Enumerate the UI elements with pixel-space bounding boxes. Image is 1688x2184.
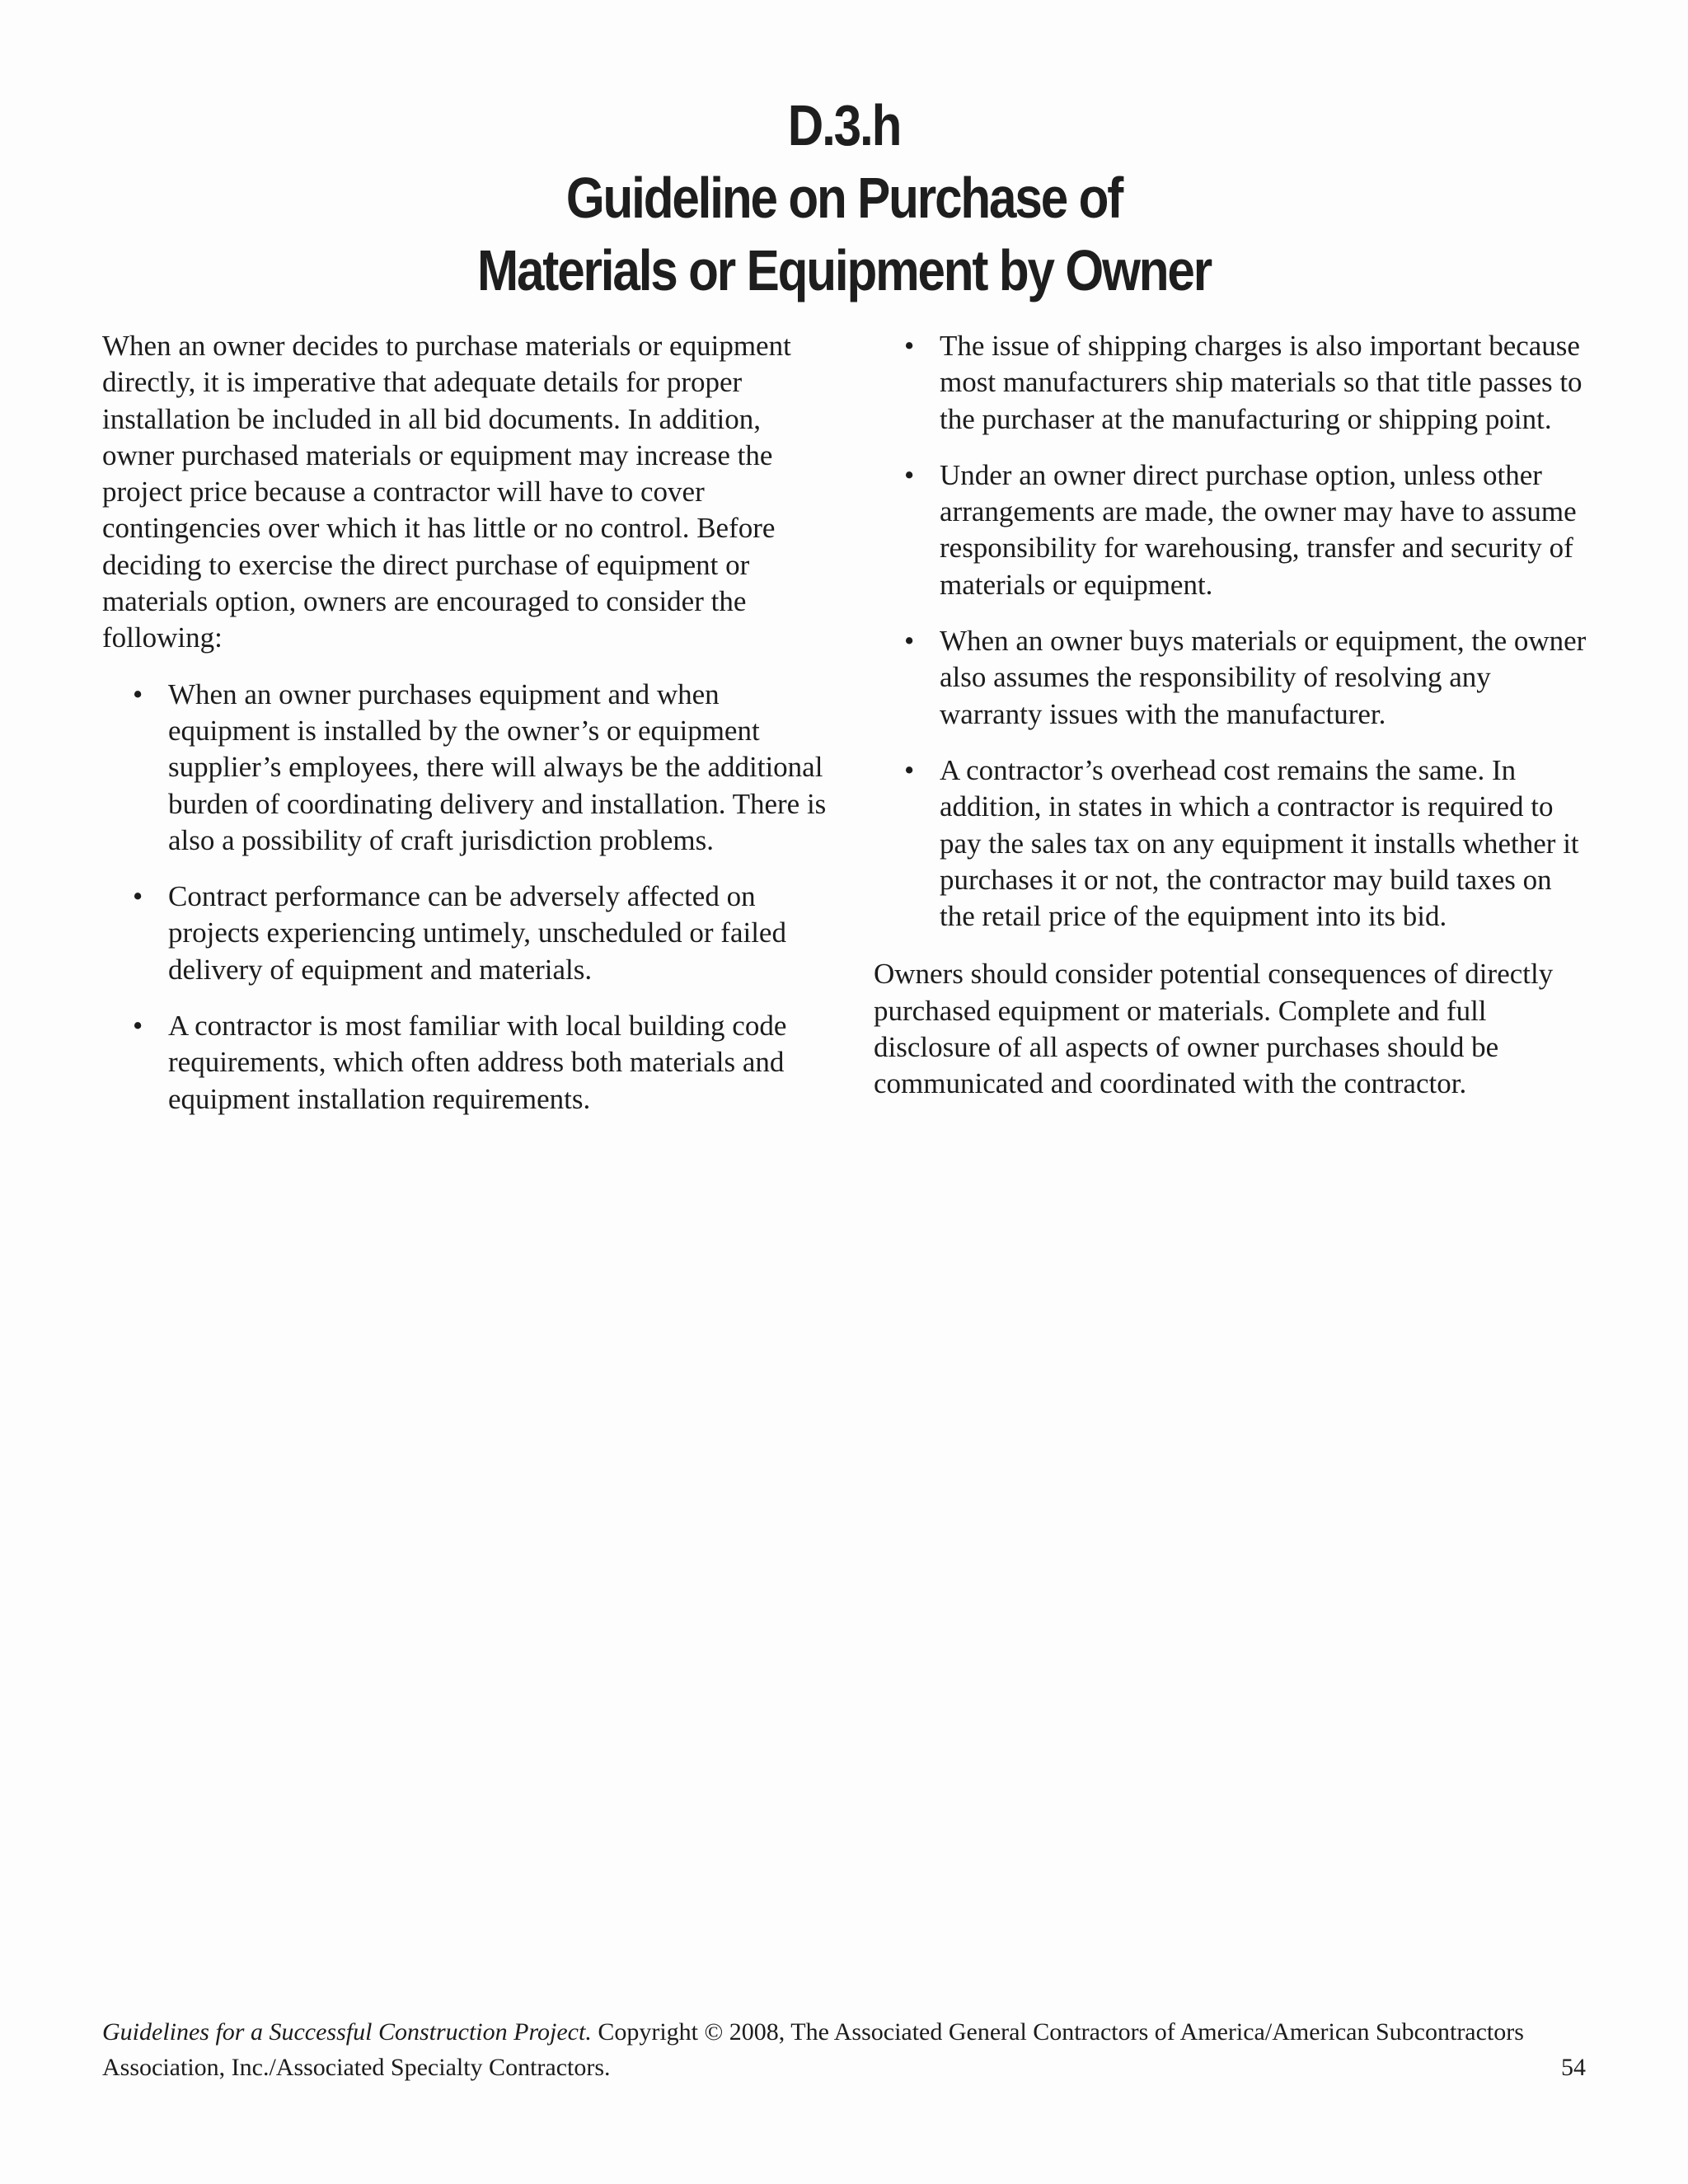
- list-item-text: When an owner buys materials or equipment, the owner also assumes the responsibility of resolving any warranty issues with the manufacturer.: [940, 625, 1587, 730]
- footer-book-title: Guidelines for a Successful Construction Project.: [102, 2018, 592, 2046]
- list-item: [102, 677, 828, 859]
- bullet-icon: •: [133, 880, 143, 913]
- list-item: [874, 752, 1591, 935]
- list-item: [874, 457, 1591, 603]
- page-number: 54: [1561, 2054, 1586, 2081]
- list-item: [874, 623, 1591, 733]
- bullet-icon: •: [904, 458, 915, 491]
- bullet-icon: •: [133, 1010, 143, 1043]
- title-line-1: Guideline on Purchase of: [565, 166, 1123, 230]
- bullet-icon: •: [904, 330, 915, 362]
- closing-paragraph: Owners should consider potential consequences of directly purchased equipment or materials. Complete and full disclosure of all aspects of owner purchases should be communicated and coordinated with the contractor.: [874, 958, 1554, 1100]
- bullet-icon: •: [904, 753, 915, 786]
- page-heading: [0, 89, 1688, 307]
- list-item-text: Contract performance can be adversely affected on projects experiencing untimely, unscheduled or failed delivery of equipment and materials.: [168, 880, 786, 986]
- list-item-text: A contractor’s overhead cost remains the same. In addition, in states in which a contractor is required to pay the sales tax on any equipment it installs whether it purchases it or not, the contractor may build taxes on the retail price of the equipment into its bid.: [940, 753, 1579, 933]
- list-item-text: Under an owner direct purchase option, unless other arrangements are made, the owner may have to assume responsibility for warehousing, transfer and security of materials or equipment.: [940, 458, 1577, 601]
- list-item: [102, 879, 828, 988]
- bullet-icon: •: [133, 677, 143, 710]
- list-item-text: When an owner purchases equipment and when equipment is installed by the owner’s or equipment supplier’s employees, there will always be the additional burden of coordinating delivery and installation. There is also a possibility of craft jurisdiction problems.: [168, 677, 827, 856]
- left-bullet-list: [102, 677, 828, 1118]
- list-item: [874, 328, 1591, 438]
- page-footer: [102, 2014, 1586, 2085]
- list-item: [102, 1008, 828, 1118]
- list-item-text: The issue of shipping charges is also important because most manufacturers ship materials so that title passes to the purchaser at the manufacturing or shipping point.: [940, 330, 1582, 435]
- list-item-text: A contractor is most familiar with local building code requirements, which often address both materials and equipment installation requirements.: [168, 1010, 787, 1115]
- right-column: [874, 328, 1591, 1122]
- footer-copyright: Copyright © 2008, The Associated General Contractors of America/American Subcontractors Association, Inc./Associated Specialty Contractors.: [102, 2018, 1524, 2081]
- left-column: [102, 328, 828, 1139]
- right-bullet-list: [874, 328, 1591, 935]
- intro-paragraph: When an owner decides to purchase materials or equipment directly, it is imperative that adequate details for proper installation be included in all bid documents. In addition, owner purchased materials or equipment may increase the project price because a contractor will have to cover contingencies over which it has little or no control. Before deciding to exercise the direct purchase of equipment or materials option, owners are encouraged to consider the following:: [102, 330, 791, 654]
- section-number: D.3.h: [787, 93, 901, 157]
- title-line-2: Materials or Equipment by Owner: [476, 238, 1212, 302]
- bullet-icon: •: [904, 625, 915, 658]
